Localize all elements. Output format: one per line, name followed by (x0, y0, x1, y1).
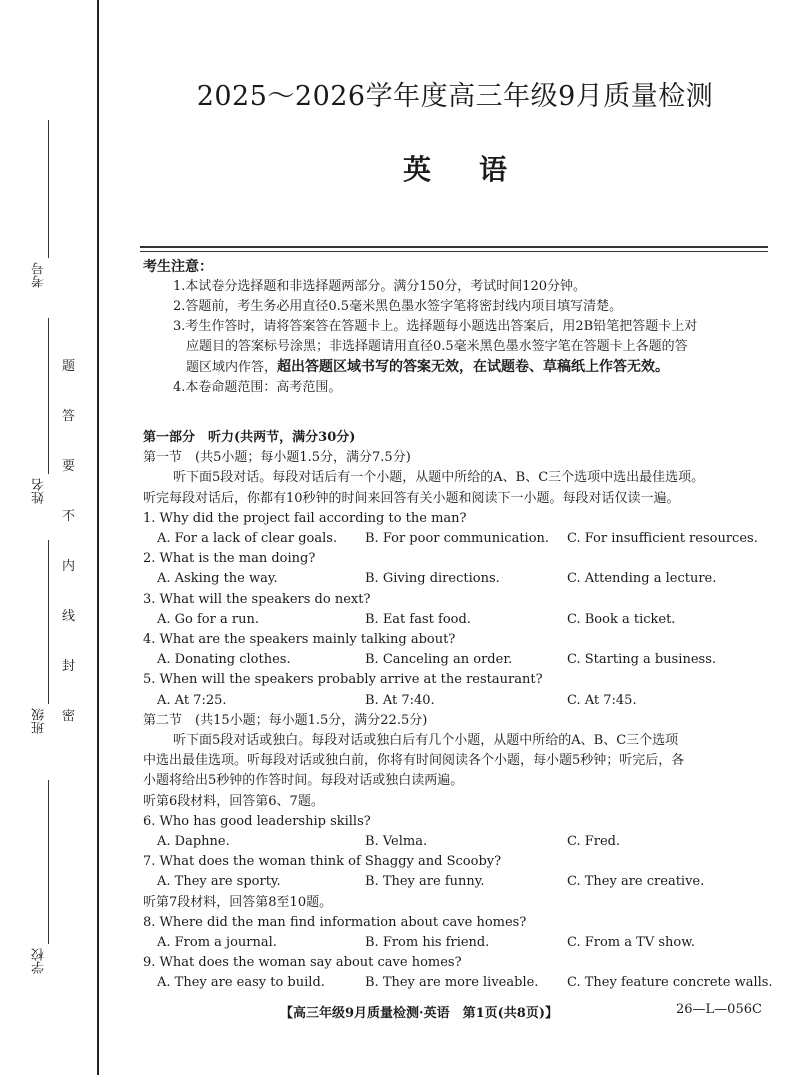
notice-item: 4.本卷命题范围：高考范围。 (173, 380, 342, 395)
option-a[interactable]: A. From a journal. (157, 935, 277, 951)
notice-item-continued (143, 357, 773, 378)
question: 9. What does the woman say about cave homes? (143, 955, 462, 971)
option-b[interactable]: B. They are more liveable. (365, 975, 539, 991)
option-c[interactable]: C. They are creative. (567, 874, 705, 890)
seal-char: 不 (62, 509, 76, 524)
options (143, 691, 775, 711)
options (143, 529, 775, 549)
option-c[interactable]: C. Fred. (567, 834, 621, 850)
seal-char: 密 (62, 709, 76, 724)
option-a[interactable]: A. At 7:25. (157, 692, 227, 708)
options (143, 933, 775, 953)
name-field[interactable] (48, 318, 49, 474)
question: 6. Who has good leadership skills? (143, 813, 371, 829)
header-rule (140, 251, 768, 252)
school-label: 学校 (32, 948, 47, 974)
notice-item: 1.本试卷分选择题和非选择题两部分。满分150分，考试时间120分钟。 (173, 279, 587, 294)
option-a[interactable]: A. Asking the way. (157, 571, 278, 587)
section-heading: 第一节 (共5小题；每小题1.5分，满分7.5分) (143, 450, 411, 466)
options (143, 872, 775, 892)
name-label: 姓名 (32, 478, 47, 504)
option-b[interactable]: B. At 7:40. (365, 692, 435, 708)
notice-text: 题区域内作答， (186, 360, 278, 375)
instructions: 听完每段对话后，你都有10秒钟的时间来回答有关小题和阅读下一小题。每段对话仅读一遍。 (143, 490, 680, 506)
option-a[interactable]: A. Daphne. (157, 834, 230, 850)
option-c[interactable]: C. Attending a lecture. (567, 571, 717, 587)
class-field[interactable] (48, 540, 49, 704)
option-c[interactable]: C. Book a ticket. (567, 611, 676, 627)
binding-line (97, 0, 99, 1075)
options (143, 610, 775, 630)
material-label: 听第6段材料，回答第6、7题。 (143, 793, 324, 809)
notice-warning: 超出答题区域书写的答案无效，在试题卷、草稿纸上作答无效。 (277, 359, 670, 375)
option-c[interactable]: C. At 7:45. (567, 692, 637, 708)
option-a[interactable]: A. They are easy to build. (157, 975, 325, 991)
question: 8. Where did the man find information about cave homes? (143, 914, 527, 930)
candidate-notice (143, 257, 773, 398)
question: 2. What is the man doing? (143, 551, 316, 567)
page-footer: 【高三年级9月质量检测·英语 第1页(共8页)】 (280, 1006, 558, 1021)
options (143, 973, 775, 993)
options (143, 569, 775, 589)
material-label: 听第7段材料，回答第8至10题。 (143, 894, 333, 910)
notice-item: 3.考生作答时，请将答案答在答题卡上。选择题每小题选出答案后，用2B铅笔把答题卡上对 (173, 319, 698, 334)
option-a[interactable]: A. Donating clothes. (157, 652, 291, 668)
question: 7. What does the woman think of Shaggy and Scooby? (143, 854, 502, 870)
option-a[interactable]: A. Go for a run. (157, 611, 259, 627)
seal-char: 封 (62, 659, 76, 674)
listening-section (143, 428, 775, 994)
option-a[interactable]: A. For a lack of clear goals. (157, 531, 338, 547)
part-heading: 第一部分 听力(共两节，满分30分) (143, 430, 356, 445)
option-b[interactable]: B. They are funny. (365, 874, 485, 890)
option-b[interactable]: B. From his friend. (365, 935, 490, 951)
seal-char: 答 (62, 409, 76, 424)
question: 5. When will the speakers probably arrive at the restaurant? (143, 672, 543, 688)
exam-title: 2025～2026学年度高三年级9月质量检测 (196, 81, 714, 112)
seal-char: 线 (62, 609, 76, 624)
notice-item-continued: 应题目的答案标号涂黑；非选择题请用直径0.5毫米黑色墨水签字笔在答题卡上各题的答 (186, 339, 688, 354)
question: 1. Why did the project fail according to the man? (143, 510, 467, 526)
question: 3. What will the speakers do next? (143, 591, 371, 607)
subject-title: 英语 (402, 153, 555, 186)
class-label: 班级 (32, 708, 47, 734)
notice-item: 2.答题前，考生务必用直径0.5毫米黑色墨水签字笔将密封线内项目填写清楚。 (173, 299, 623, 314)
instructions: 听下面5段对话。每段对话后有一个小题，从题中所给的A、B、C三个选项中选出最佳选项。 (173, 470, 705, 486)
school-field[interactable] (48, 780, 49, 944)
instructions: 听下面5段对话或独白。每段对话或独白后有几个小题，从题中所给的A、B、C三个选项 (173, 733, 679, 749)
option-b[interactable]: B. Giving directions. (365, 571, 500, 587)
instructions: 中选出最佳选项。听每段对话或独白前，你将有时间阅读各个小题，每小题5秒钟；听完后，各 (143, 753, 685, 769)
seal-char: 要 (62, 459, 76, 474)
options (143, 650, 775, 670)
notice-heading: 考生注意： (143, 259, 213, 275)
option-c[interactable]: C. Starting a business. (567, 652, 716, 668)
option-c[interactable]: C. From a TV show. (567, 935, 695, 951)
option-b[interactable]: B. Velma. (365, 834, 428, 850)
exam-number-field[interactable] (48, 120, 49, 258)
option-c[interactable]: C. For insufficient resources. (567, 531, 758, 547)
seal-char: 题 (62, 359, 76, 374)
paper-code: 26—L—056C (676, 1002, 762, 1017)
question: 4. What are the speakers mainly talking about? (143, 632, 456, 648)
option-c[interactable]: C. They feature concrete walls. (567, 975, 773, 991)
option-a[interactable]: A. They are sporty. (157, 874, 281, 890)
section-heading: 第二节 (共15小题；每小题1.5分，满分22.5分) (143, 712, 428, 728)
exam-number-label: 考号 (32, 262, 47, 288)
option-b[interactable]: B. Canceling an order. (365, 652, 513, 668)
option-b[interactable]: B. For poor communication. (365, 531, 550, 547)
option-b[interactable]: B. Eat fast food. (365, 611, 471, 627)
header-rule (140, 246, 768, 248)
instructions: 小题将给出5秒钟的作答时间。每段对话或独白读两遍。 (143, 773, 464, 789)
options (143, 832, 775, 852)
seal-char: 内 (62, 559, 76, 574)
